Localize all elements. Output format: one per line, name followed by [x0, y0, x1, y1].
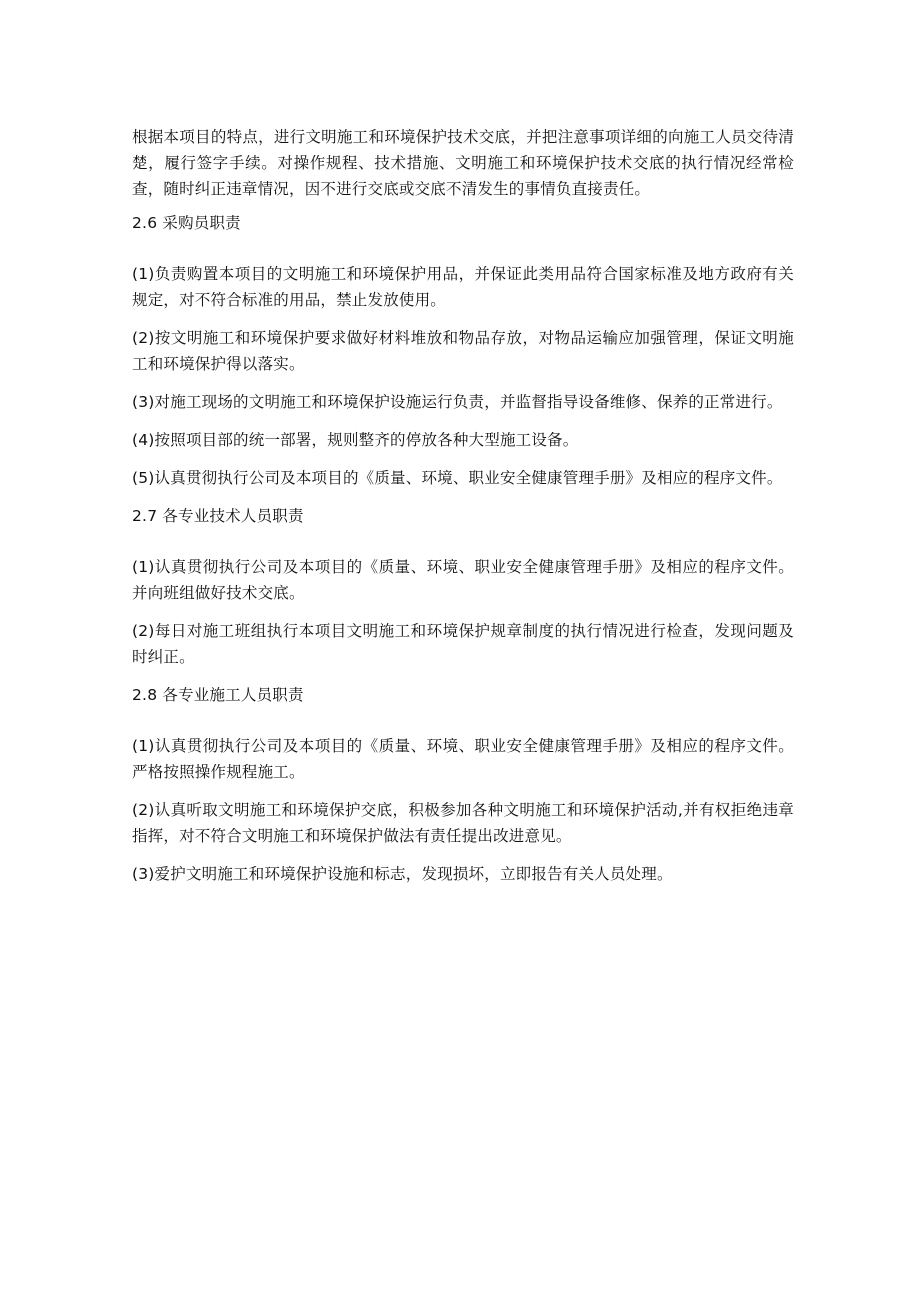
section-heading: 2.7 各专业技术人员职责	[132, 507, 304, 525]
section-heading: 2.8 各专业施工人员职责	[132, 686, 304, 704]
intro-paragraph: 根据本项目的特点，进行文明施工和环境保护技术交底，并把注意事项详细的向施工人员交待清楚，履行签字手续。对操作规程、技术措施、文明施工和环境保护技术交底的执行情况经常检查，随时纠正违章情况，因不进行交底或交底不清发生的事情负直接责任。	[132, 128, 794, 198]
section-technical-staff-duties	[132, 503, 794, 670]
list-item: (1)认真贯彻执行公司及本项目的《质量、环境、职业安全健康管理手册》及相应的程序文件。严格按照操作规程施工。	[132, 737, 794, 781]
document-page	[132, 124, 794, 899]
list-item: (2)每日对施工班组执行本项目文明施工和环境保护规章制度的执行情况进行检查，发现问题及时纠正。	[132, 622, 794, 666]
section-purchaser-duties	[132, 210, 794, 491]
list-item: (4)按照项目部的统一部署，规则整齐的停放各种大型施工设备。	[132, 431, 579, 449]
list-item: (3)爱护文明施工和环境保护设施和标志，发现损坏，立即报告有关人员处理。	[132, 865, 673, 883]
list-item: (1)负责购置本项目的文明施工和环境保护用品，并保证此类用品符合国家标准及地方政府有关规定，对不符合标准的用品，禁止发放使用。	[132, 265, 794, 309]
section-construction-staff-duties	[132, 682, 794, 887]
list-item: (1)认真贯彻执行公司及本项目的《质量、环境、职业安全健康管理手册》及相应的程序文件。并向班组做好技术交底。	[132, 558, 794, 602]
list-item: (3)对施工现场的文明施工和环境保护设施运行负责，并监督指导设备维修、保养的正常进行。	[132, 393, 783, 411]
list-item: (2)按文明施工和环境保护要求做好材料堆放和物品存放，对物品运输应加强管理，保证文明施工和环境保护得以落实。	[132, 329, 794, 373]
list-item: (2)认真听取文明施工和环境保护交底，积极参加各种文明施工和环境保护活动,并有权拒绝违章指挥，对不符合文明施工和环境保护做法有责任提出改进意见。	[132, 801, 794, 845]
list-item: (5)认真贯彻执行公司及本项目的《质量、环境、职业安全健康管理手册》及相应的程序文件。	[132, 469, 783, 487]
section-heading: 2.6 采购员职责	[132, 214, 241, 232]
